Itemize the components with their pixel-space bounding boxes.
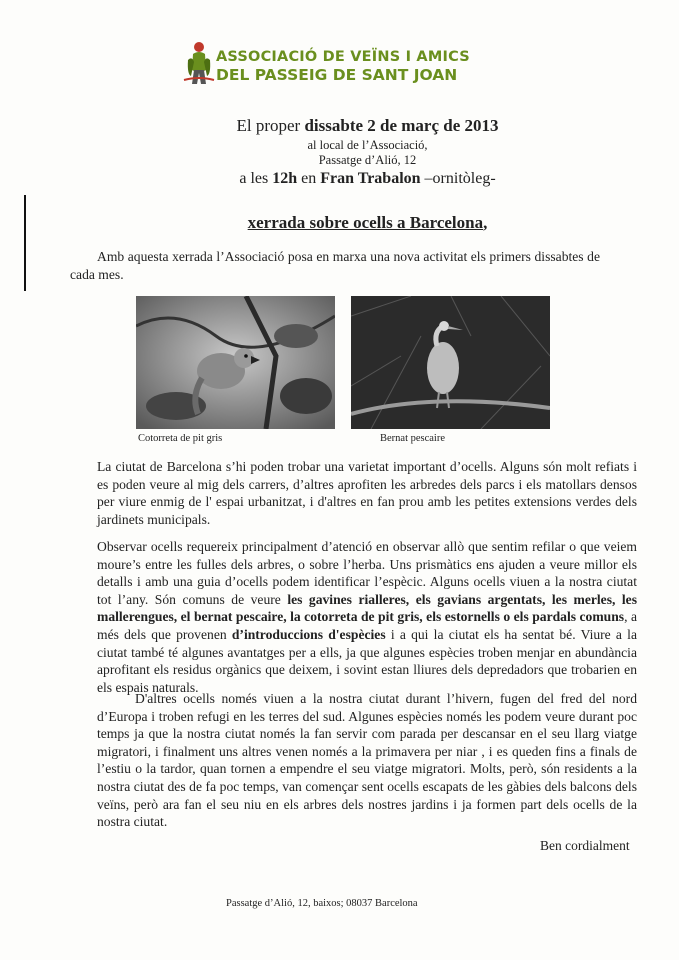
event-date: dissabte 2 de març de 2013	[304, 116, 499, 135]
photo-caption-parakeet: Cotorreta de pit gris	[138, 433, 223, 444]
event-date-prefix: El proper	[236, 116, 305, 135]
paragraph-2-text-c: , a més dels que provenen	[97, 609, 637, 642]
photo-caption-heron: Bernat pescaire	[380, 433, 446, 444]
paragraph-3: D'altres ocells només viuen a la nostra ciutat durant l’hivern, fugen del fred del nord d’Europa i troben refugi en les terres del sud. Algunes espècies només les podem veure durant poc temps ja que la nostra ciutat només la fan servir com parada per descansar en el seu llarg viatge migratori, i finalment uns altres venen només a la primavera per niar , i es queden fins a finals de l’estiu o la tardor, quan tornen a empendre el seu viatge migratori. Molts, però, són residents a la nostra ciutat des de fa poc temps, van començar sent ocells escapats de les gàbies dels balcons dels veïns, però ara fan el seu niu en els arbres dels nostres jardins i ja formen part dels ocells de la nostra ciutat.	[97, 691, 637, 830]
event-time-mid: en	[297, 170, 321, 187]
paragraph-1: La ciutat de Barcelona s’hi poden trobar una varietat important d’ocells. Alguns són molt refiats i es poden veure al mig dels carrers, d’altres aprofiten les arbredes dels parcs i els matollars densos per viure enmig de l' espai urbanitzat, i d'altres en fan prou amb les petites extensions verdes dels jardinets municipals.	[97, 459, 637, 527]
closing-signature: Ben cordialment	[540, 838, 630, 853]
event-speaker: Fran Trabalon	[320, 170, 421, 187]
event-speaker-role: –ornitòleg-	[420, 170, 496, 187]
org-name-line2: DEL PASSEIG DE SANT JOAN	[216, 66, 458, 84]
paragraph-2-text-e: i a qui la ciutat els ha sentat bé. Viure a la ciutat també té algunes avantatges per a ells, ja que algunes espècies troben menjar en abundància aprofitant els residus orgànics que deixem, i sovint estan lliures dels depredadors que trobarien en els espais naturals.	[97, 626, 637, 695]
footer-address: Passatge d’Alió, 12, baixos; 08037 Barcelona	[226, 898, 418, 909]
margin-bar	[24, 195, 26, 291]
venue-line1: al local de l’Associació,	[307, 138, 428, 152]
paragraph-2-species: les gavines rialleres, els gavians argentats, les merles, les mallerengues, el bernat pescaire, la cotorreta de pit gris, els estornells o els pardals comuns	[97, 591, 637, 625]
logo-figure-icon	[182, 40, 216, 86]
venue-line2: Passatge d’Alió, 12	[318, 153, 417, 167]
intro-paragraph: Amb aquesta xerrada l’Associació posa en marxa una nova activitat els primers dissabtes de cada mes.	[70, 249, 600, 282]
event-title-text: xerrada sobre ocells a Barcelona	[247, 213, 484, 232]
photo-parakeet	[136, 296, 335, 429]
event-time-line	[28, 170, 679, 188]
event-title-suffix: ,	[483, 213, 488, 232]
event-time: 12h	[272, 170, 298, 187]
paragraph-2-introductions: d’introduccions d'espècies	[231, 626, 386, 642]
paragraph-2	[97, 538, 637, 696]
event-date-line	[28, 116, 679, 136]
event-title	[28, 213, 679, 233]
event-time-prefix: a les	[239, 170, 273, 187]
org-name-line1: ASSOCIACIÓ DE VEÏNS I AMICS	[216, 49, 470, 65]
photo-heron	[351, 296, 550, 429]
association-logo	[182, 40, 472, 88]
paragraph-2-text-a: Observar ocells requereix principalment d’atenció en observar allò que sentim refilar o que veiem moure’s entre les fulles dels arbres, o sobre l’herba. Uns prismàtics ens ajuden a veure millor els detalls i amb una guia d’ocells podem identificar l’espècic. Alguns ocells viuen a la nostra ciutat tot l’any. Són comuns de veure	[97, 539, 637, 607]
